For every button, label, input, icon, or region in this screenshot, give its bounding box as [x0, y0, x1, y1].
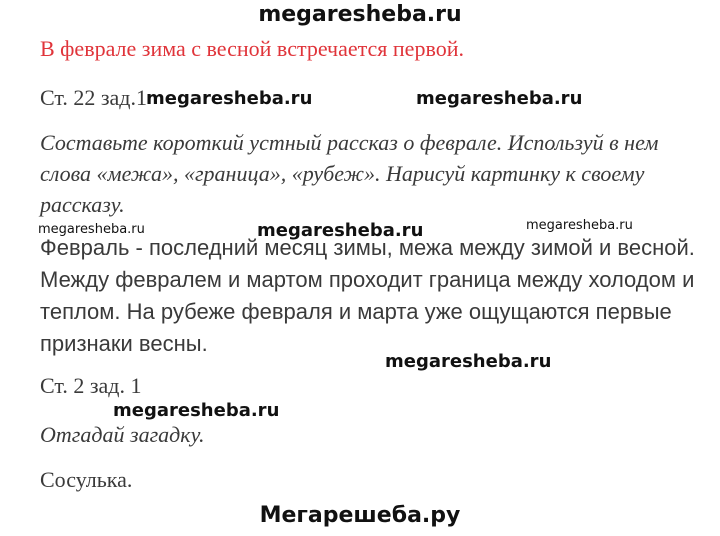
task1-answer-line: Февраль - последний месяц зимы, межа между зимой и весной.	[40, 235, 695, 260]
task1-answer-line: Между февралем и мартом проходит граница между холодом и	[40, 267, 695, 292]
task2-prompt: Отгадай загадку.	[40, 422, 205, 447]
task1-answer-line: теплом. На рубеже февраля и марта уже ощущаются первые	[40, 299, 672, 324]
task1-prompt-line: Составьте короткий устный рассказ о феврале. Используй в нем	[40, 130, 659, 155]
task1-prompt-line: рассказу.	[40, 192, 125, 217]
task2-answer: Сосулька.	[40, 467, 133, 492]
task1-reference: Ст. 22 зад.1	[40, 85, 147, 110]
site-watermark-top: megaresheba.ru	[258, 2, 462, 27]
task1-answer-line: признаки весны.	[40, 331, 208, 356]
watermark: megaresheba.ru	[257, 220, 424, 241]
watermark: megaresheba.ru	[113, 400, 280, 421]
task2-reference: Ст. 2 зад. 1	[40, 373, 142, 398]
watermark: megaresheba.ru	[38, 222, 145, 237]
site-watermark-bottom: Мегарешеба.ру	[259, 503, 461, 528]
watermark: megaresheba.ru	[526, 218, 633, 233]
watermark: megaresheba.ru	[416, 88, 583, 109]
watermark: megaresheba.ru	[146, 88, 313, 109]
task1-prompt-line: слова «межа», «граница», «рубеж». Нарисуй картинку к своему	[40, 161, 645, 186]
page-title: В феврале зима с весной встречается первой.	[40, 36, 464, 61]
watermark: megaresheba.ru	[385, 351, 552, 372]
